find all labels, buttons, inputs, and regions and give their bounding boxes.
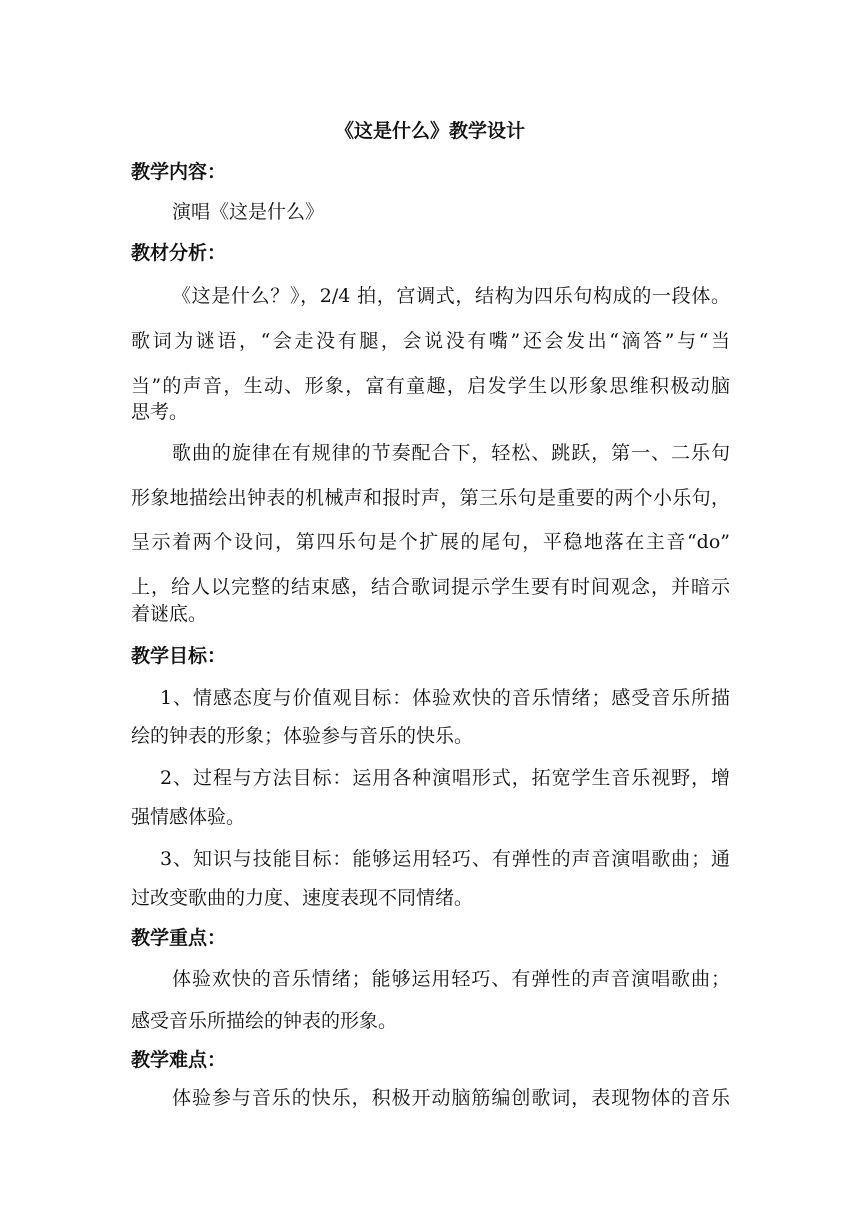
goal-line: 1、情感态度与价值观目标：体验欢快的音乐情绪；感受音乐所描 bbox=[160, 687, 730, 709]
analysis-line: 形象地描绘出钟表的机械声和报时声，第三乐句是重要的两个小乐句， bbox=[131, 487, 730, 509]
difficulty-line: 体验参与音乐的快乐，积极开动脑筋编创歌词，表现物体的音乐 bbox=[172, 1087, 730, 1109]
goal-line: 过改变歌曲的力度、速度表现不同情绪。 bbox=[131, 887, 474, 909]
goal-line: 2、过程与方法目标：运用各种演唱形式，拓宽学生音乐视野，增 bbox=[160, 767, 730, 789]
goal-line: 绘的钟表的形象；体验参与音乐的快乐。 bbox=[131, 725, 474, 747]
analysis-line: 上，给人以完整的结束感，结合歌词提示学生要有时间观念，并暗示 bbox=[131, 576, 730, 598]
analysis-line: 呈示着两个设问，第四乐句是个扩展的尾句，平稳地落在主音“do” bbox=[131, 531, 730, 553]
analysis-line: 歌曲的旋律在有规律的节奏配合下，轻松、跳跃，第一、二乐句 bbox=[172, 442, 730, 464]
analysis-line: 《这是什么？》，2/4 拍，宫调式，结构为四乐句构成的一段体。 bbox=[172, 285, 730, 307]
analysis-line: 着谜底。 bbox=[131, 603, 208, 625]
content-line: 演唱《这是什么》 bbox=[172, 201, 325, 223]
key-point-line: 体验欢快的音乐情绪；能够运用轻巧、有弹性的声音演唱歌曲； bbox=[172, 968, 730, 990]
section-heading-difficulties: 教学难点： bbox=[131, 1049, 227, 1071]
analysis-line: 当”的声音，生动、形象，富有童趣，启发学生以形象思维积极动脑 bbox=[131, 375, 730, 397]
section-heading-analysis: 教材分析： bbox=[131, 242, 227, 264]
goal-line: 3、知识与技能目标：能够运用轻巧、有弹性的声音演唱歌曲；通 bbox=[160, 848, 730, 870]
section-heading-content: 教学内容： bbox=[131, 161, 227, 183]
analysis-line: 思考。 bbox=[131, 401, 189, 423]
section-heading-goals: 教学目标： bbox=[131, 645, 227, 667]
key-point-line: 感受音乐所描绘的钟表的形象。 bbox=[131, 1010, 398, 1032]
analysis-line: 歌词为谜语，“会走没有腿，会说没有嘴”还会发出“滴答”与“当 bbox=[131, 330, 730, 352]
goal-line: 强情感体验。 bbox=[131, 806, 246, 828]
document-title: 《这是什么》教学设计 bbox=[334, 120, 525, 142]
section-heading-key-points: 教学重点： bbox=[131, 927, 227, 949]
